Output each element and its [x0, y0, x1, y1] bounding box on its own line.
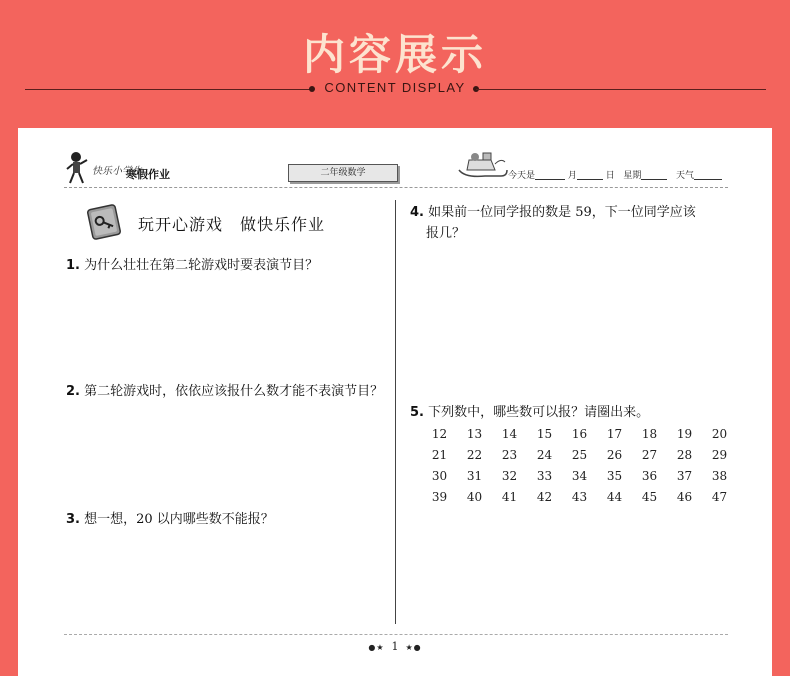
- number-cell[interactable]: 42: [536, 489, 553, 504]
- number-cell[interactable]: 43: [571, 489, 588, 504]
- number-grid-row: [422, 444, 737, 465]
- number-cell[interactable]: 14: [501, 426, 518, 441]
- number-cell[interactable]: 23: [501, 447, 518, 462]
- number-cell[interactable]: 12: [431, 426, 448, 441]
- grade-label: 二年级数学: [288, 164, 398, 182]
- blank-weekday: [641, 170, 667, 180]
- logo-text: 快乐小学生: [92, 166, 142, 177]
- number-cell[interactable]: 26: [606, 447, 623, 462]
- number-cell[interactable]: 22: [466, 447, 483, 462]
- question-4-continued: 报几？: [426, 226, 466, 241]
- date-weather-line: [508, 168, 722, 181]
- question-3: [66, 508, 274, 527]
- number-cell[interactable]: 20: [711, 426, 728, 441]
- banner-dot-left: [309, 86, 315, 92]
- question-number: 5.: [410, 405, 424, 420]
- question-text: 想一想，20 以内哪些数不能报？: [84, 512, 274, 527]
- question-text: 为什么壮壮在第二轮游戏时要表演节目？: [84, 258, 319, 273]
- page-number-value: 1: [391, 640, 399, 653]
- date-label-day: 日: [605, 171, 615, 181]
- number-cell[interactable]: 45: [641, 489, 658, 504]
- number-cell[interactable]: 39: [431, 489, 448, 504]
- number-cell[interactable]: 21: [431, 447, 448, 462]
- number-cell[interactable]: 30: [431, 468, 448, 483]
- number-cell[interactable]: 44: [606, 489, 623, 504]
- number-grid: [422, 423, 737, 507]
- book-key-icon: [84, 202, 124, 242]
- header-dashed-line: [64, 187, 728, 188]
- banner-rule-right: [476, 89, 766, 90]
- number-grid-row: [422, 423, 737, 444]
- worksheet-page: [18, 128, 772, 676]
- question-2: [66, 380, 383, 399]
- banner-title: 内容展示: [302, 30, 487, 79]
- blank-month: [535, 170, 565, 180]
- question-number: 4.: [410, 205, 424, 220]
- number-cell[interactable]: 31: [466, 468, 483, 483]
- number-cell[interactable]: 17: [606, 426, 623, 441]
- number-cell[interactable]: 16: [571, 426, 588, 441]
- number-cell[interactable]: 19: [676, 426, 693, 441]
- banner-rule-left: [25, 89, 312, 90]
- question-text: 第二轮游戏时，依依应该报什么数才能不表演节目？: [84, 384, 384, 399]
- number-cell[interactable]: 38: [711, 468, 728, 483]
- blank-day: [577, 170, 603, 180]
- number-cell[interactable]: 46: [676, 489, 693, 504]
- worksheet-header: [18, 128, 772, 198]
- number-cell[interactable]: 13: [466, 426, 483, 441]
- number-cell[interactable]: 24: [536, 447, 553, 462]
- number-cell[interactable]: 33: [536, 468, 553, 483]
- number-cell[interactable]: 29: [711, 447, 728, 462]
- date-label-weekday: 星期: [623, 171, 642, 181]
- column-divider: [395, 200, 396, 624]
- boy-figure-icon: [64, 150, 90, 184]
- question-5: [410, 401, 649, 420]
- question-number: 2.: [66, 384, 80, 399]
- number-cell[interactable]: 41: [501, 489, 518, 504]
- date-label-month: 月: [567, 171, 577, 181]
- star-decor-left: ●★: [368, 643, 385, 652]
- blank-weather: [694, 170, 722, 180]
- date-label-weather: 天气: [676, 171, 695, 181]
- number-cell[interactable]: 28: [676, 447, 693, 462]
- number-cell[interactable]: 37: [676, 468, 693, 483]
- date-label-today: 今天是: [508, 171, 536, 181]
- number-cell[interactable]: 25: [571, 447, 588, 462]
- number-cell[interactable]: 35: [606, 468, 623, 483]
- question-text: 下列数中，哪些数可以报？请圈出来。: [428, 405, 650, 420]
- footer-dashed-line: [64, 634, 728, 635]
- number-cell[interactable]: 47: [711, 489, 728, 504]
- number-grid-row: [422, 486, 737, 507]
- number-cell[interactable]: 27: [641, 447, 658, 462]
- number-grid-row: [422, 465, 737, 486]
- section-title: 玩开心游戏 做快乐作业: [138, 215, 326, 234]
- number-cell[interactable]: 32: [501, 468, 518, 483]
- number-cell[interactable]: 40: [466, 489, 483, 504]
- star-decor-right: ★●: [405, 643, 422, 652]
- question-1: [66, 254, 318, 273]
- number-cell[interactable]: 36: [641, 468, 658, 483]
- sleigh-icon: [455, 150, 511, 180]
- page-number: [18, 640, 772, 653]
- question-text: 如果前一位同学报的数是 59，下一位同学应该: [428, 205, 696, 220]
- number-cell[interactable]: 15: [536, 426, 553, 441]
- number-cell[interactable]: 18: [641, 426, 658, 441]
- question-number: 3.: [66, 512, 80, 527]
- logo-title: 寒假作业: [126, 168, 170, 181]
- question-number: 1.: [66, 258, 80, 273]
- question-4: [410, 201, 696, 220]
- banner-subtitle: CONTENT DISPLAY: [324, 80, 466, 95]
- number-cell[interactable]: 34: [571, 468, 588, 483]
